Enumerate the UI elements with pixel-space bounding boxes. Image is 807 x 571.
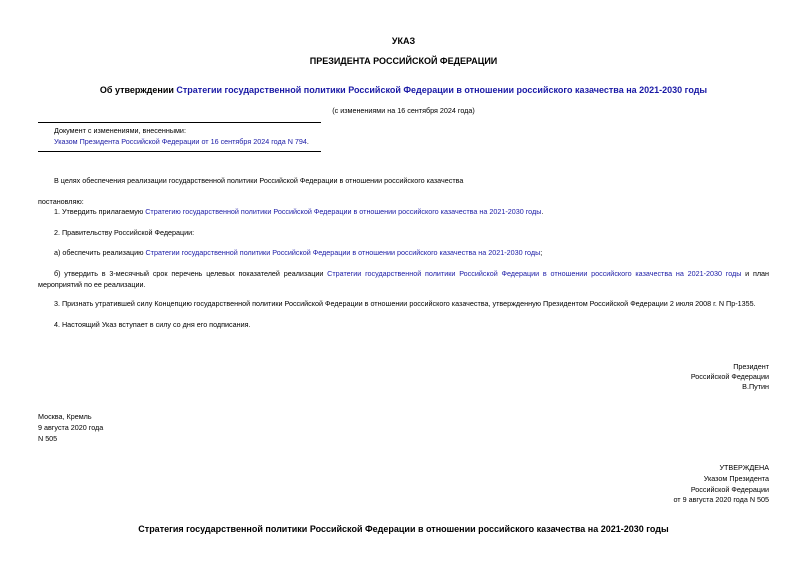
paragraph-2a-suffix: ; bbox=[540, 248, 543, 257]
signing-date: 9 августа 2020 года bbox=[38, 423, 104, 432]
changes-box-entry bbox=[54, 137, 309, 146]
signature-title: Президент bbox=[733, 362, 769, 371]
strategy-link-header[interactable]: Стратегии государственной политики Российской Федерации в отношении российского казачества на 2021-2030 годы bbox=[176, 85, 708, 95]
strategy-link-p1[interactable]: Стратегию государственной политики Российской Федерации в отношении российского казачества на 2021-2030 годы bbox=[145, 207, 542, 216]
paragraph-1-text: 1. Утвердить прилагаемую bbox=[54, 207, 146, 216]
strategy-link-p2a[interactable]: Стратегии государственной политики Российской Федерации в отношении российского казачества на 2021-2030 годы bbox=[145, 248, 541, 257]
decree-word: постановляю: bbox=[38, 197, 84, 206]
document-subject bbox=[0, 85, 807, 95]
amending-decree-link[interactable]: Указом Президента Российской Федерации от 16 сентября 2024 года N 794 bbox=[54, 137, 307, 146]
strategy-link-p2b[interactable]: Стратегии государственной политики Российской Федерации в отношении российского казачества на 2021-2030 годы bbox=[327, 269, 742, 278]
signing-place: Москва, Кремль bbox=[38, 412, 92, 421]
paragraph-2a-text: а) обеспечить реализацию bbox=[54, 248, 146, 257]
paragraph-2a bbox=[54, 248, 542, 257]
changes-box-top-rule bbox=[38, 122, 321, 123]
issuer-title: ПРЕЗИДЕНТА РОССИЙСКОЙ ФЕДЕРАЦИИ bbox=[309, 56, 498, 66]
approval-office: Российской Федерации bbox=[690, 485, 769, 494]
amending-decree-suffix: . bbox=[306, 137, 309, 146]
approval-by: Указом Президента bbox=[703, 474, 769, 483]
decree-number: N 505 bbox=[38, 434, 58, 443]
paragraph-4: 4. Настоящий Указ вступает в силу со дня его подписания. bbox=[54, 320, 251, 329]
changes-box-bottom-rule bbox=[38, 151, 321, 152]
paragraph-3: 3. Признать утратившей силу Концепцию государственной политики Российской Федерации в отношении российского казачества, утвержденную Президентом Российской Федерации 2 июля 2008 г. N Пр-1355. bbox=[54, 299, 756, 308]
paragraph-1 bbox=[54, 207, 543, 216]
paragraph-1-suffix: . bbox=[541, 207, 544, 216]
paragraph-2b-suffix: и план мероприятий по ее реализации. bbox=[38, 269, 769, 289]
strategy-title: Стратегия государственной политики Российской Федерации в отношении российского казачества на 2021-2030 годы bbox=[138, 524, 669, 534]
signature-office: Российской Федерации bbox=[690, 372, 769, 381]
signature-name: В.Путин bbox=[742, 382, 769, 391]
document-type-title: УКАЗ bbox=[391, 36, 416, 46]
paragraph-2b-text: б) утвердить в 3-месячный срок перечень целевых показателей реализации bbox=[54, 269, 328, 278]
amendment-note: (с изменениями на 16 сентября 2024 года) bbox=[332, 106, 475, 115]
paragraph-2b bbox=[38, 268, 769, 290]
approval-stamp: УТВЕРЖДЕНА bbox=[719, 463, 769, 472]
subject-prefix: Об утверждении bbox=[99, 85, 177, 95]
preamble: В целях обеспечения реализации государственной политики Российской Федерации в отношении российского казачества bbox=[54, 176, 464, 185]
approval-date-number: от 9 августа 2020 года N 505 bbox=[673, 495, 769, 504]
changes-box-label: Документ с изменениями, внесенными: bbox=[54, 126, 186, 135]
paragraph-2: 2. Правительству Российской Федерации: bbox=[54, 228, 195, 237]
